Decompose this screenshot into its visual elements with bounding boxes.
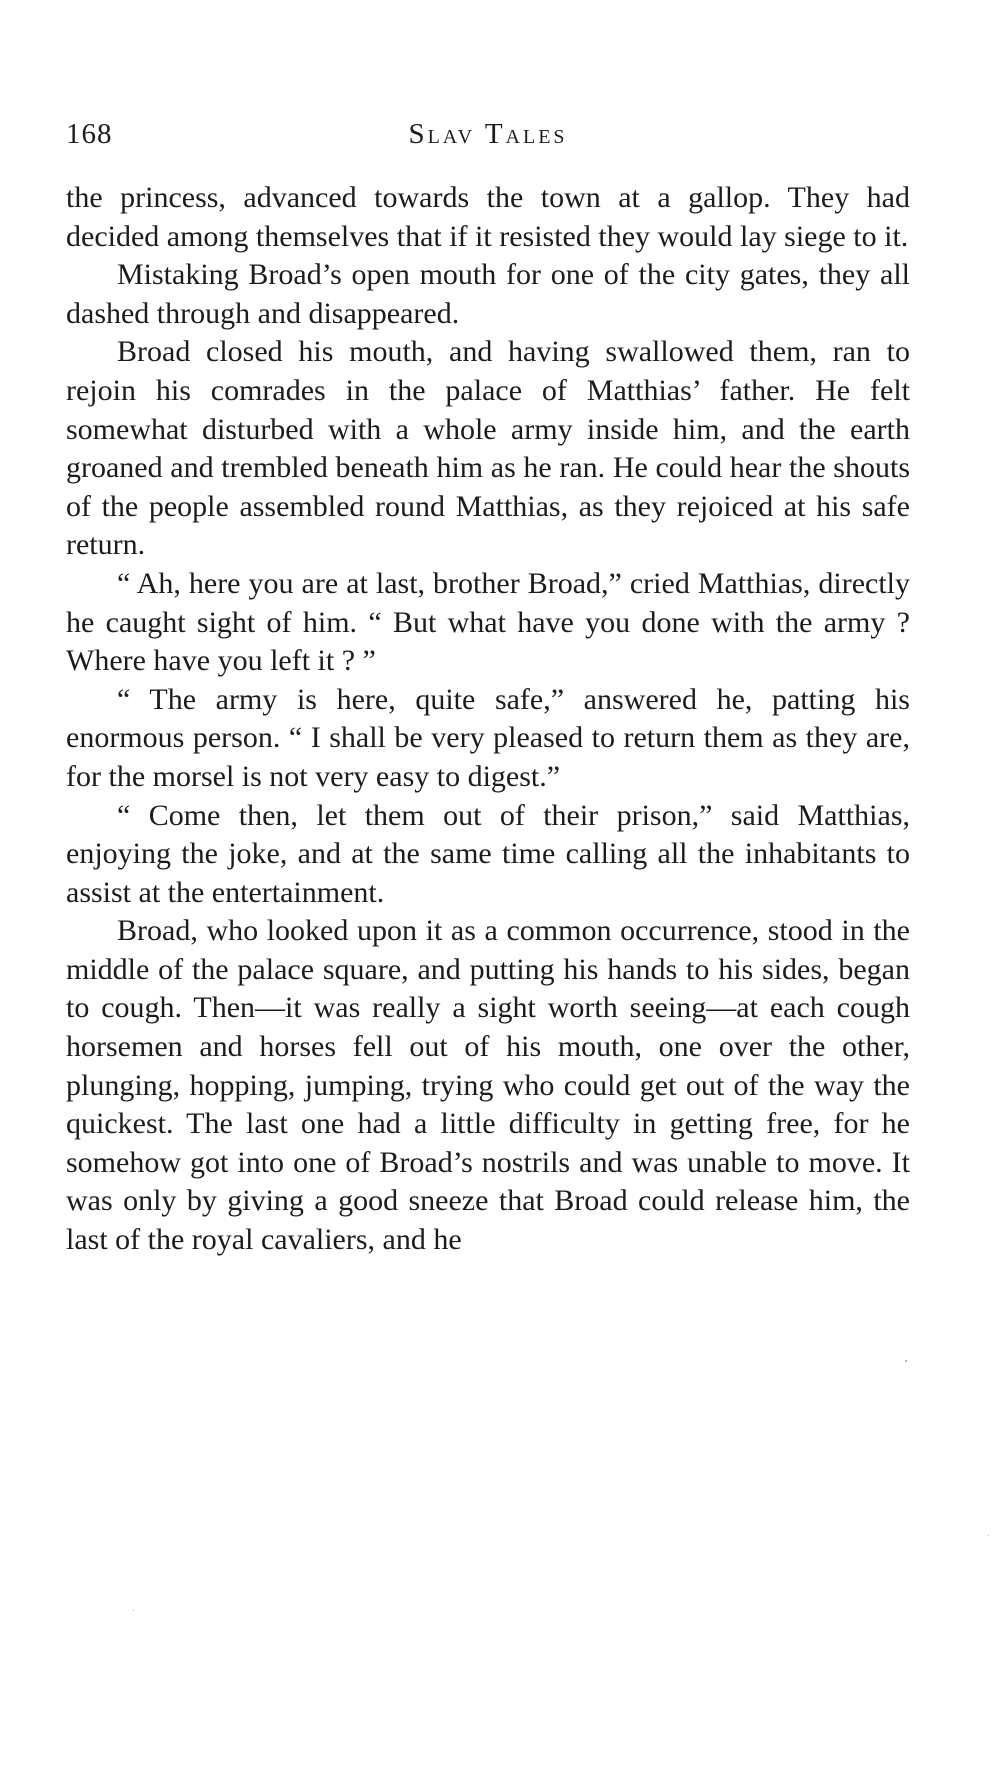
paragraph: “ The army is here, quite safe,” answered he, patting his enormous person. “ I shall be very pleased to return them as they are, for the morsel is not very easy to digest.” xyxy=(66,682,910,793)
book-title: Slav Tales xyxy=(408,118,568,150)
running-head xyxy=(66,118,910,162)
paragraph: Mistaking Broad’s open mouth for one of the city gates, they all dashed through and disappeared. xyxy=(66,258,910,330)
scan-speck xyxy=(905,1360,907,1362)
paragraph: “ Come then, let them out of their prison,” said Matthias, enjoying the joke, and at the same time calling all the inhabitants to assist at the entertainment. xyxy=(66,798,910,909)
paragraph: Broad, who looked upon it as a common occurrence, stood in the middle of the palace square, and putting his hands to his sides, began to cough. Then—it was really a sight worth seeing—at each cough horsemen and horses fell out of his mouth, one over the other, plunging, hopping, jumping, trying who could get out of the way the quickest. The last one had a little difficulty in getting free, for he somehow got into one of Broad’s nostrils and was unable to move. It was only by giving a good sneeze that Broad could release him, the last of the royal cavaliers, and he xyxy=(66,914,910,1257)
body-text xyxy=(66,179,910,1260)
scan-speck xyxy=(988,1535,989,1536)
paragraph: the princess, advanced towards the town at a gallop. They had decided among themselves that if it resisted they would lay siege to it. xyxy=(66,181,910,253)
page-number: 168 xyxy=(66,118,113,150)
scan-speck xyxy=(133,1610,134,1611)
paragraph: Broad closed his mouth, and having swallowed them, ran to rejoin his comrades in the palace of Matthias’ father. He felt somewhat disturbed with a whole army inside him, and the earth groaned and trembled beneath him as he ran. He could hear the shouts of the people assembled round Matthias, as they rejoiced at his safe return. xyxy=(66,335,910,562)
paragraph: “ Ah, here you are at last, brother Broad,” cried Matthias, directly he caught sight of him. “ But what have you done with the army ? Where have you left it ? ” xyxy=(66,566,910,678)
